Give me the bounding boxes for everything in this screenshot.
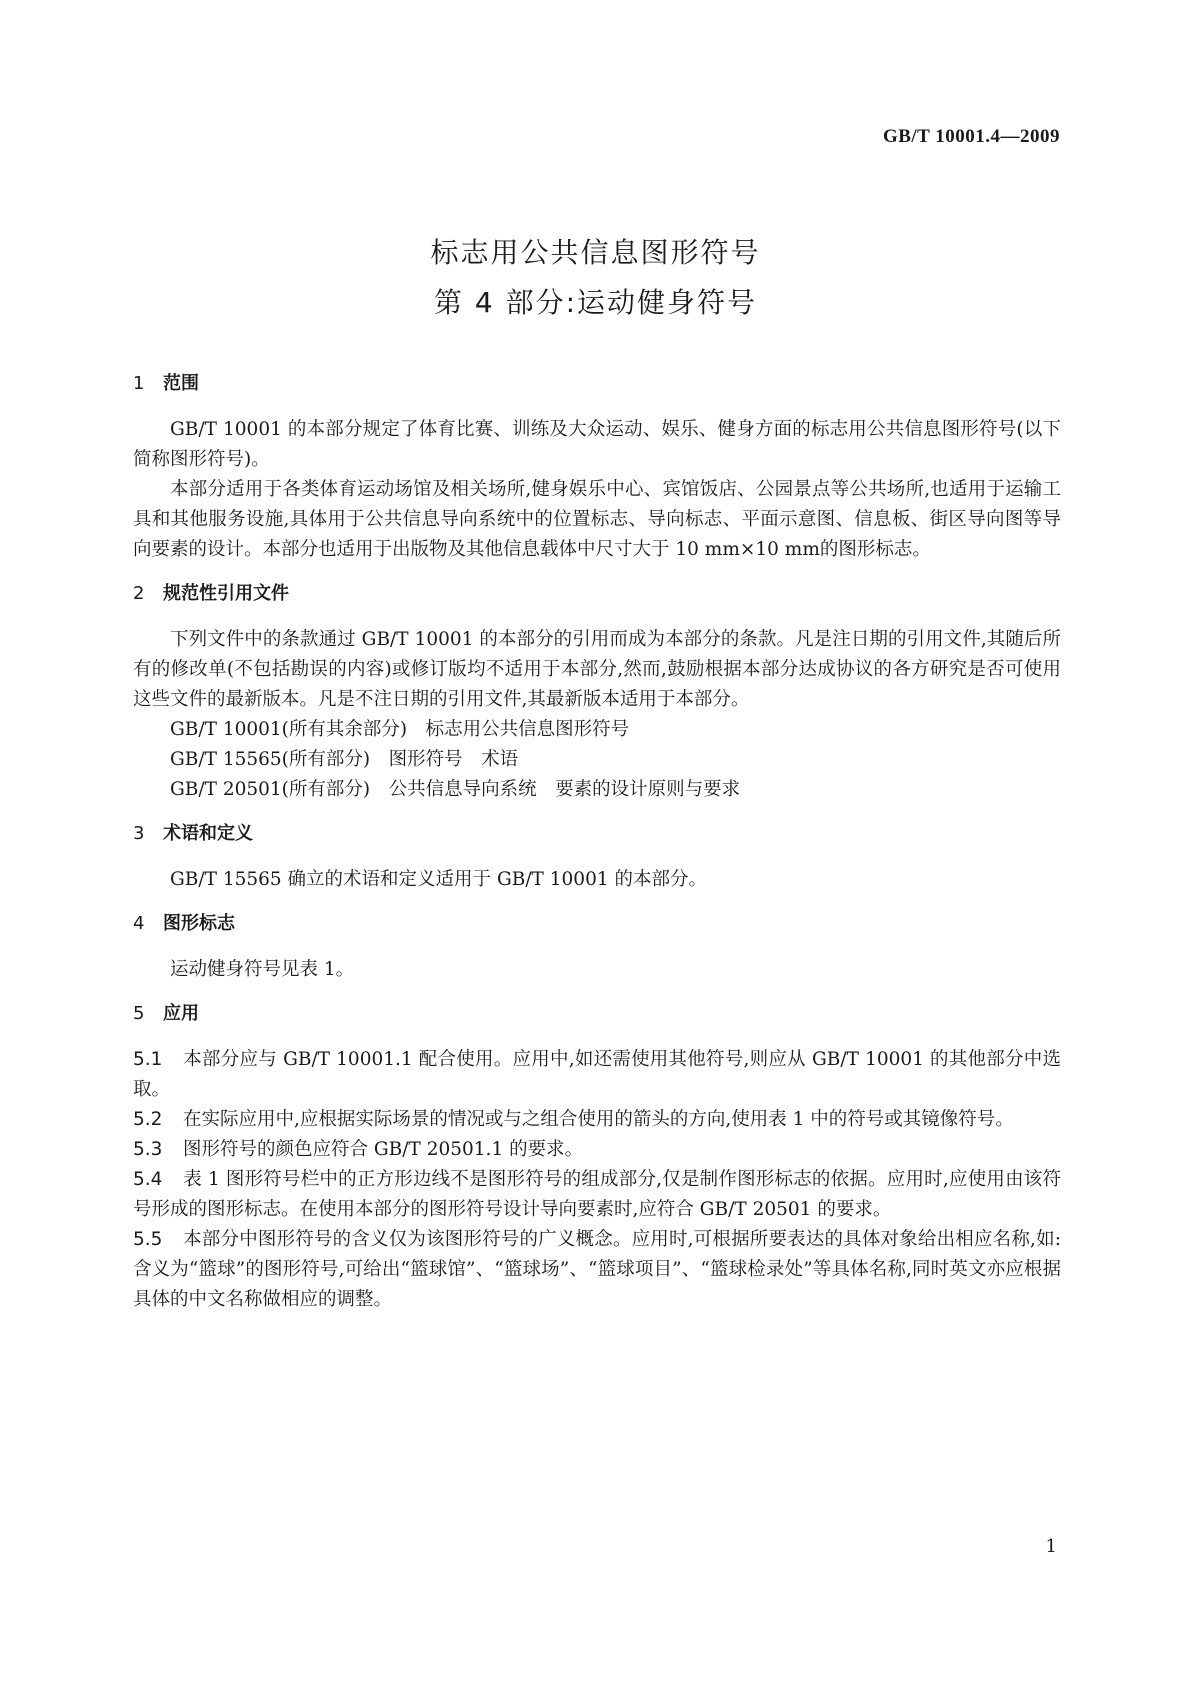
- clause-text: 图形符号的颜色应符合 GB/T 20501.1 的要求。: [183, 1139, 584, 1160]
- section-title: 规范性引用文件: [163, 583, 289, 604]
- section-number: 4: [133, 913, 145, 934]
- page-number: 1: [1045, 1536, 1057, 1557]
- section-graphic-signs: [133, 909, 1061, 985]
- section-number: 1: [133, 373, 145, 394]
- section-number: 2: [133, 583, 145, 604]
- paragraph: GB/T 15565 确立的术语和定义适用于 GB/T 10001 的本部分。: [170, 869, 707, 890]
- standard-code: GB/T 10001.4—2009: [882, 126, 1060, 147]
- clause-number: 5.1: [133, 1049, 163, 1070]
- clause-number: 5.5: [133, 1229, 163, 1250]
- paragraph: 下列文件中的条款通过 GB/T 10001 的本部分的引用而成为本部分的条款。凡是注日期的引用文件,其随后所有的修改单(不包括勘误的内容)或修订版均不适用于本部分,然而,鼓励根据本部分达成协议的各方研究是否可使用这些文件的最新版本。凡是不注日期的引用文件,其最新版本适用于本部分。: [133, 629, 1061, 710]
- clause-number: 5.2: [133, 1109, 163, 1130]
- section-heading: [133, 999, 1061, 1029]
- reference-item: GB/T 10001(所有其余部分) 标志用公共信息图形符号: [170, 719, 630, 740]
- paragraph: GB/T 10001 的本部分规定了体育比赛、训练及大众运动、娱乐、健身方面的标志用公共信息图形符号(以下简称图形符号)。: [133, 419, 1061, 470]
- section-application: [133, 999, 1061, 1315]
- document-body: [133, 369, 1061, 1329]
- title-line-2: 第 4 部分:运动健身符号: [433, 286, 758, 319]
- clause-number: 5.3: [133, 1139, 163, 1160]
- clause-text: 在实际应用中,应根据实际场景的情况或与之组合使用的箭头的方向,使用表 1 中的符号或其镜像符号。: [183, 1109, 1014, 1130]
- section-heading: [133, 909, 1061, 939]
- section-scope: [133, 369, 1061, 565]
- document-title: [0, 228, 1191, 328]
- clause: [133, 1105, 1061, 1135]
- section-title: 术语和定义: [163, 823, 253, 844]
- reference-item: GB/T 15565(所有部分) 图形符号 术语: [170, 749, 519, 770]
- clause: [133, 1225, 1061, 1315]
- clause-text: 本部分应与 GB/T 10001.1 配合使用。应用中,如还需使用其他符号,则应从 GB/T 10001 的其他部分中选取。: [133, 1049, 1061, 1100]
- section-normative-references: [133, 579, 1061, 805]
- section-number: 5: [133, 1003, 145, 1024]
- section-title: 范围: [163, 373, 199, 394]
- reference-item: GB/T 20501(所有部分) 公共信息导向系统 要素的设计原则与要求: [170, 779, 741, 800]
- section-terms: [133, 819, 1061, 895]
- paragraph: 运动健身符号见表 1。: [170, 959, 355, 980]
- section-heading: [133, 369, 1061, 399]
- clause-text: 表 1 图形符号栏中的正方形边线不是图形符号的组成部分,仅是制作图形标志的依据。应用时,应使用由该符号形成的图形标志。在使用本部分的图形符号设计导向要素时,应符合 GB/T 20501 的要求。: [133, 1169, 1061, 1220]
- clause: [133, 1135, 1061, 1165]
- title-line-1: 标志用公共信息图形符号: [430, 236, 761, 269]
- clause: [133, 1165, 1061, 1225]
- section-heading: [133, 819, 1061, 849]
- section-title: 图形标志: [163, 913, 235, 934]
- clause-text: 本部分中图形符号的含义仅为该图形符号的广义概念。应用时,可根据所要表达的具体对象给出相应名称,如:含义为“篮球”的图形符号,可给出“篮球馆”、“篮球场”、“篮球项目”、“篮球检录处”等具体名称,同时英文亦应根据具体的中文名称做相应的调整。: [133, 1229, 1061, 1310]
- section-number: 3: [133, 823, 145, 844]
- section-title: 应用: [163, 1003, 199, 1024]
- section-heading: [133, 579, 1061, 609]
- paragraph: 本部分适用于各类体育运动场馆及相关场所,健身娱乐中心、宾馆饭店、公园景点等公共场所,也适用于运输工具和其他服务设施,具体用于公共信息导向系统中的位置标志、导向标志、平面示意图、信息板、街区导向图等导向要素的设计。本部分也适用于出版物及其他信息载体中尺寸大于 10 mm×10 mm的图形标志。: [133, 479, 1061, 560]
- clause: [133, 1045, 1061, 1105]
- clause-number: 5.4: [133, 1169, 163, 1190]
